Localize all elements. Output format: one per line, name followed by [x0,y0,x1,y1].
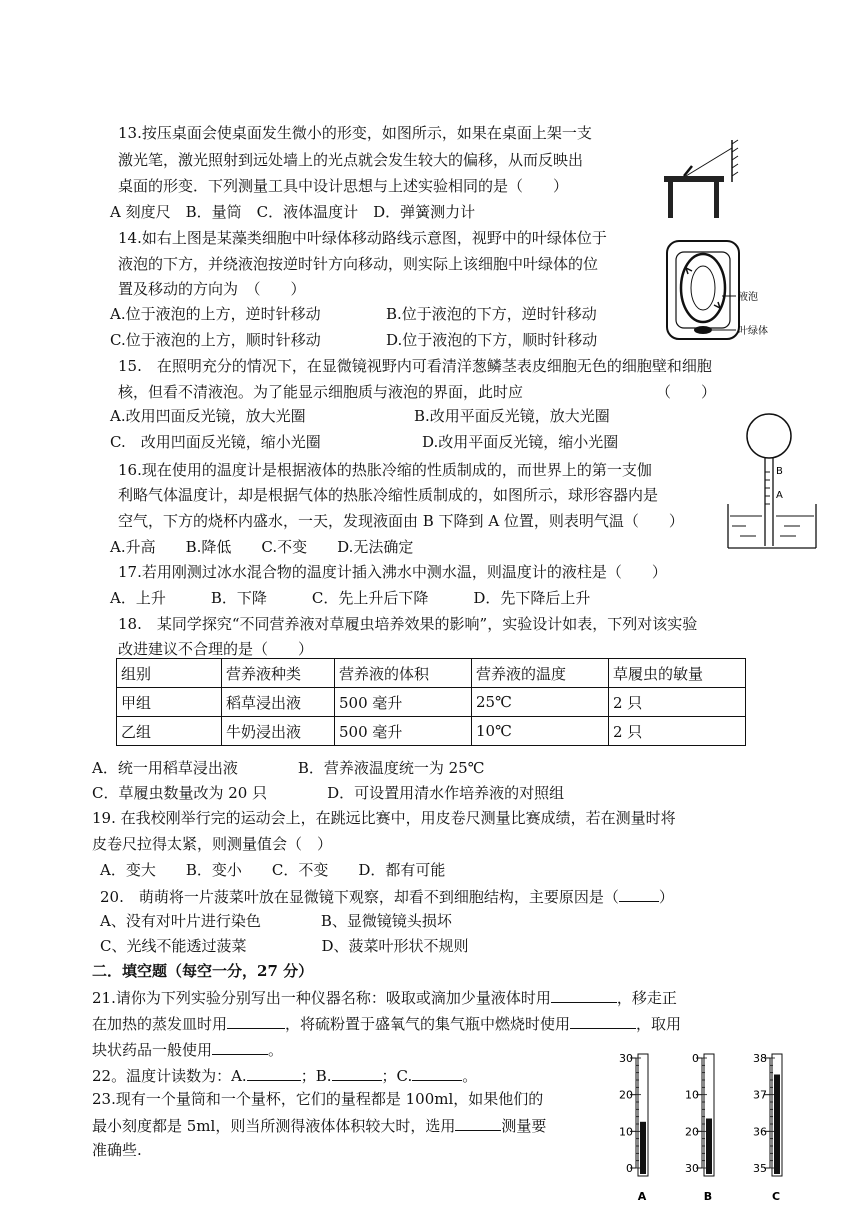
table-cell: 500 毫升 [335,717,472,746]
q22-text-b: ；B. [300,1067,332,1085]
thermometer-label: B [703,1190,713,1203]
q17-options: A．上升 B．下降 C．先上升后下降 D．先下降后上升 [110,589,591,607]
galileo-thermometer-figure [724,412,824,552]
table-cell: 25℃ [472,688,609,717]
q13-line2: 激光笔，激光照射到远处墙上的光点就会发生较大的偏移，从而反映出 [118,151,584,169]
q16-line2: 利略气体温度计，却是根据气体的热胀冷缩性质制成的，如图所示，球形容器内是 [118,486,659,504]
thermometer-a [619,1052,648,1203]
thermometer-tick-label: 37 [753,1088,767,1102]
q21-line1 [92,986,677,1008]
q22-blank-c[interactable] [412,1064,462,1081]
table-header-cell: 组别 [117,659,222,688]
q23-blank[interactable] [455,1114,501,1131]
q16-options: A.升高 B.降低 C.不变 D.无法确定 [110,538,414,556]
thermometer-tick-label: 10 [685,1088,699,1102]
thermometer-tick-label: 20 [619,1088,633,1102]
q21-text-1: 21.请你为下列实验分别写出一种仪器名称：吸取或滴加少量液体时用 [92,989,551,1007]
q13-line1: 13.按压桌面会使桌面发生微小的形变，如图所示，如果在桌面上架一支 [118,124,592,142]
q13-line3: 桌面的形变．下列测量工具中设计思想与上述实验相同的是（ ） [118,177,569,195]
chloroplast-cell-figure [664,238,768,348]
q21-text-7: 。 [268,1041,284,1059]
q14-line2: 液泡的下方，并绕液泡按逆时针方向移动，则实际上该细胞中叶绿体的位 [118,255,599,273]
thermometer-tick-label: 10 [619,1125,633,1139]
table-cell: 甲组 [117,688,222,717]
q22-blank-a[interactable] [247,1064,301,1081]
table-header-row [117,659,746,688]
table-cell: 稻草浸出液 [222,688,335,717]
thermometer-tick-label: 36 [753,1125,767,1139]
q19-line2: 皮卷尺拉得太紧，则测量值会（ ） [92,835,333,853]
section-two-heading: 二．填空题（每空一分，27 分） [92,962,314,980]
table-header-cell: 营养液的体积 [335,659,472,688]
q22-text-d: 。 [462,1067,478,1085]
level-b-label: B [776,466,783,477]
q21-blank-1[interactable] [551,986,617,1003]
q20-options-cd: C、光线不能透过菠菜 D、菠菜叶形状不规则 [100,937,469,955]
q23-line3: 准确些. [92,1141,142,1159]
q18-options-cd: C．草履虫数量改为 20 只 D．可设置用清水作培养液的对照组 [92,784,565,802]
chloroplast-label: 叶绿体 [738,326,768,337]
q20-answer-blank[interactable] [619,885,659,902]
q14-option-c: C.位于液泡的上方，顺时针移动 [110,331,321,349]
q21-blank-3[interactable] [570,1012,636,1029]
q20-paren-end: ） [658,888,674,906]
q21-text-4: ，将硫粉置于盛氧气的集气瓶中燃烧时使用 [285,1015,571,1033]
table-cell: 2 只 [609,688,746,717]
q20-options-ab: A、没有对叶片进行染色 B、显微镜镜头损坏 [100,912,452,930]
q18-options-ab: A．统一用稻草浸出液 B．营养液温度统一为 25℃ [92,759,485,777]
q14-option-d: D.位于液泡的下方，顺时针移动 [386,331,598,349]
q17-line1: 17.若用刚测过冰水混合物的温度计插入沸水中测水温，则温度计的液柱是（ ） [118,563,667,581]
q14-line3: 置及移动的方向为 （ ） [118,280,306,298]
thermometer-liquid [706,1119,712,1175]
thermometer-liquid [640,1122,646,1174]
q15-paren: （ ） [656,383,717,401]
q21-text-3: 在加热的蒸发皿时用 [92,1015,228,1033]
table-cell: 牛奶浸出液 [222,717,335,746]
table-header-cell: 营养液种类 [222,659,335,688]
q15-line2: 核，但看不清液泡。为了能显示细胞质与液泡的界面，此时应 [118,383,524,401]
q16-line3: 空气，下方的烧杯内盛水，一天，发现液面由 B 下降到 A 位置，则表明气温（ ） [118,512,684,530]
q23-line1: 23.现有一个量筒和一个量杯，它们的量程都是 100ml，如果他们的 [92,1090,544,1108]
thermometers-figure [610,1048,810,1208]
vacuole-label: 液泡 [738,292,758,303]
q14-option-b: B.位于液泡的下方，逆时针移动 [386,305,597,323]
q22-blank-b[interactable] [332,1064,382,1081]
thermometer-b [685,1052,714,1203]
q22-line [92,1064,477,1086]
q22-text-a: 22。温度计读数为：A. [92,1067,247,1085]
thermometer-tick-label: 30 [619,1052,633,1065]
thermometer-label: A [637,1190,647,1203]
table-row [117,688,746,717]
q15-option-d: D.改用平面反光镜，缩小光圈 [422,433,619,451]
q16-line1: 16.现在使用的温度计是根据液体的热胀冷缩的性质制成的，而世界上的第一支伽 [118,461,652,479]
thermometer-tick-label: 0 [626,1162,633,1175]
thermometer-tick-label: 35 [753,1162,767,1175]
thermometer-tick-label: 20 [685,1125,699,1139]
table-cell: 500 毫升 [335,688,472,717]
q21-line3 [92,1038,283,1060]
q23-text-2: 测量要 [501,1117,547,1135]
q19-options: A．变大 B．变小 C．不变 D．都有可能 [100,861,446,879]
thermometer-c [753,1052,782,1203]
q15-option-b: B.改用平面反光镜，放大光圈 [414,407,610,425]
thermometer-tick-label: 30 [685,1162,699,1175]
q18-line1: 18. 某同学探究“不同营养液对草履虫培养效果的影响”，实验设计如表，下列对该实验 [118,615,698,633]
q21-line2 [92,1012,681,1034]
table-header-cell: 营养液的温度 [472,659,609,688]
thermometer-tick-label: 38 [753,1052,767,1065]
table-cell: 2 只 [609,717,746,746]
q15-option-a: A.改用凹面反光镜，放大光圈 [110,407,306,425]
q15-option-c: C. 改用凹面反光镜，缩小光圈 [110,433,321,451]
q21-blank-4[interactable] [212,1038,268,1055]
laser-table-figure [660,136,740,226]
q19-line1: 19. 在我校刚举行完的运动会上，在跳远比赛中，用皮卷尺测量比赛成绩，若在测量时将 [92,809,676,827]
q21-text-2: ，移走正 [616,989,677,1007]
q14-option-a: A.位于液泡的上方，逆时针移动 [110,305,321,323]
thermometer-liquid [774,1075,780,1175]
q14-line1: 14.如右上图是某藻类细胞中叶绿体移动路线示意图，视野中的叶绿体位于 [118,229,607,247]
table-cell: 乙组 [117,717,222,746]
table-row [117,717,746,746]
thermometer-tick-label: 0 [692,1052,699,1065]
q20-text: 20. 萌萌将一片菠菜叶放在显微镜下观察，却看不到细胞结构，主要原因是（ [100,888,619,906]
table-cell: 10℃ [472,717,609,746]
q13-options: A 刻度尺 B．量筒 C．液体温度计 D．弹簧测力计 [110,203,476,221]
level-a-label: A [776,490,783,501]
table-header-cell: 草履虫的敏量 [609,659,746,688]
q21-blank-2[interactable] [227,1012,285,1029]
q15-line1: 15. 在照明充分的情况下，在显微镜视野内可看清洋葱鳞茎表皮细胞无色的细胞壁和细胞 [118,357,712,375]
q23-line2 [92,1114,546,1136]
q21-text-5: ，取用 [636,1015,682,1033]
q21-text-6: 块状药品一般使用 [92,1041,213,1059]
experiment-table [116,658,746,746]
q22-text-c: ；C. [381,1067,413,1085]
q23-text-1: 最小刻度都是 5ml，则当所测得液体体积较大时，选用 [92,1117,456,1135]
q20-line1 [100,885,674,907]
q18-line2: 改进建议不合理的是（ ） [118,640,314,658]
thermometer-label: C [771,1190,781,1203]
